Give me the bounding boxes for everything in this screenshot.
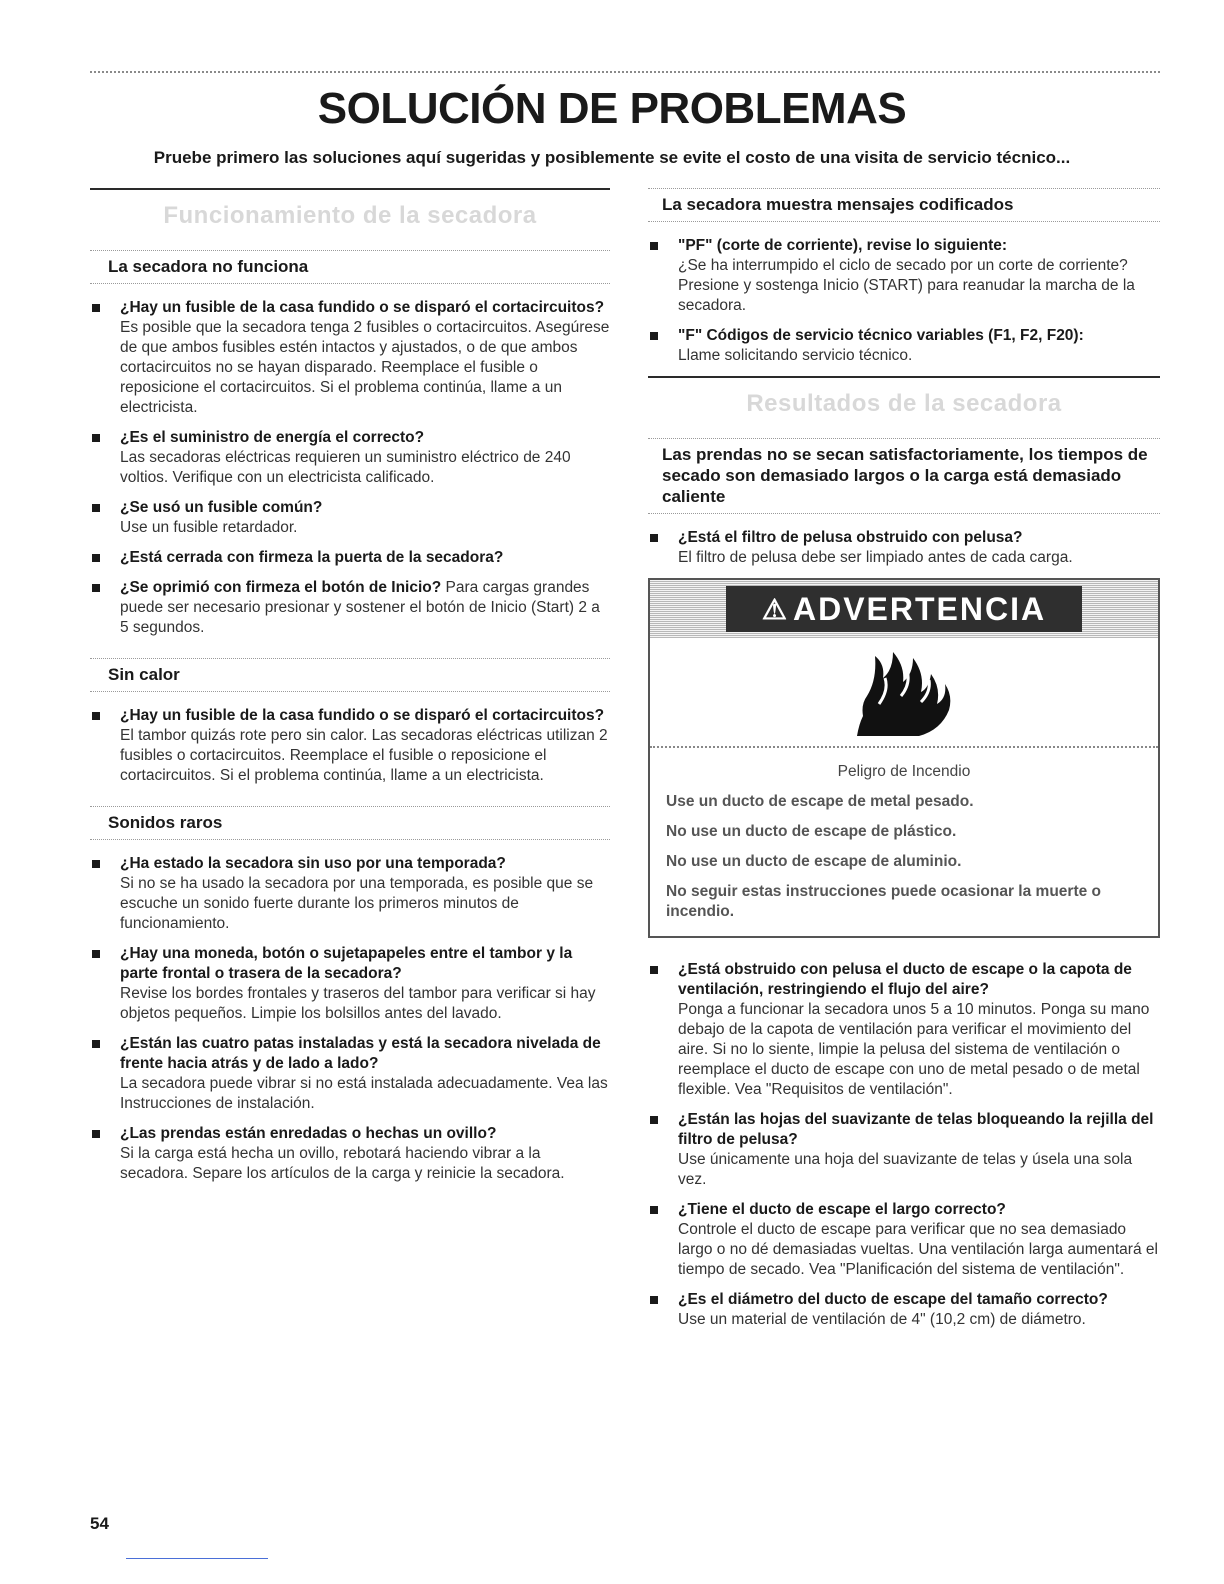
- question: ¿Están las cuatro patas instaladas y está la secadora nivelada de frente hacia atrás y de lado a lado?: [120, 1035, 601, 1072]
- list-item: [648, 1290, 1160, 1330]
- list-item: [648, 1200, 1160, 1280]
- list-resultados-2: [648, 960, 1160, 1330]
- bullet-icon: [92, 1130, 100, 1138]
- subheading-sin-calor: Sin calor: [90, 658, 610, 692]
- fire-icon-graphic: [849, 644, 959, 740]
- answer: ¿Se ha interrumpido el ciclo de secado por un corte de corriente? Presione y sostenga Inicio (START) para reanudar la marcha de la secadora.: [678, 257, 1135, 314]
- answer: Si la carga está hecha un ovillo, rebotará haciendo vibrar a la secadora. Separe los artículos de la carga y reinicie la secadora.: [120, 1145, 565, 1182]
- footer-link-underline: [126, 1558, 268, 1559]
- list-item: [90, 854, 610, 934]
- question: ¿Es el suministro de energía el correcto?: [120, 429, 425, 446]
- bullet-icon: [650, 966, 658, 974]
- right-column: [648, 188, 1160, 1340]
- section-title-funcionamiento: Funcionamiento de la secadora: [163, 202, 537, 229]
- warning-line: No use un ducto de escape de aluminio.: [666, 853, 962, 870]
- section-title-resultados: Resultados de la secadora: [746, 390, 1062, 417]
- question: "PF" (corte de corriente), revise lo siguiente:: [678, 237, 1008, 254]
- list-item: [648, 236, 1160, 316]
- page-number: 54: [90, 1514, 109, 1533]
- list-item: [90, 1034, 610, 1114]
- subheading-mensajes-codificados: La secadora muestra mensajes codificados: [648, 188, 1160, 222]
- answer: Controle el ducto de escape para verificar que no sea demasiado largo o no dé demasiadas vueltas. Una ventilación larga aumentará el tiempo de secado. Vea "Planificación del sistema de ventilación".: [678, 1221, 1158, 1278]
- page-subtitle: Pruebe primero las soluciones aquí sugeridas y posiblemente se evite el costo de una visita de servicio técnico...: [153, 148, 1071, 167]
- bullet-icon: [650, 534, 658, 542]
- bullet-icon: [92, 304, 100, 312]
- question: ¿Está cerrada con firmeza la puerta de la secadora?: [120, 549, 504, 566]
- list-item: [648, 326, 1160, 366]
- question: ¿Hay una moneda, botón o sujetapapeles entre el tambor y la parte frontal o trasera de la secadora?: [120, 945, 573, 982]
- list-sonidos-raros: [90, 854, 610, 1184]
- subheading-prendas-no-secan: Las prendas no se secan satisfactoriamente, los tiempos de secado son demasiado largos o la carga está demasiado caliente: [648, 438, 1160, 514]
- bullet-icon: [92, 584, 100, 592]
- list-sin-calor: [90, 706, 610, 786]
- answer: Use un material de ventilación de 4" (10,2 cm) de diámetro.: [678, 1311, 1086, 1328]
- list-item: [90, 498, 610, 538]
- list-item: [90, 428, 610, 488]
- warning-caption: Peligro de Incendio: [837, 763, 971, 780]
- answer: Use un fusible retardador.: [120, 519, 298, 536]
- page-title: SOLUCIÓN DE PROBLEMAS: [317, 84, 907, 133]
- bullet-icon: [650, 1116, 658, 1124]
- question: "F" Códigos de servicio técnico variables (F1, F2, F20):: [678, 327, 1084, 344]
- question: ¿Hay un fusible de la casa fundido o se disparó el cortacircuitos?: [120, 299, 605, 316]
- answer: La secadora puede vibrar si no está instalada adecuadamente. Vea las Instrucciones de instalación.: [120, 1075, 608, 1112]
- warning-line: Use un ducto de escape de metal pesado.: [666, 793, 974, 810]
- question: ¿Las prendas están enredadas o hechas un ovillo?: [120, 1125, 497, 1142]
- bullet-icon: [92, 712, 100, 720]
- answer: Revise los bordes frontales y traseros del tambor para verificar si hay objetos pequeños. Limpie los bolsillos antes del lavado.: [120, 985, 596, 1022]
- list-item: [90, 298, 610, 418]
- warning-header: [650, 580, 1158, 638]
- warning-banner: [726, 586, 1082, 632]
- left-column: [90, 188, 610, 1194]
- bullet-icon: [650, 1296, 658, 1304]
- bullet-icon: [650, 1206, 658, 1214]
- warning-body: [650, 748, 1158, 936]
- subheading-sonidos-raros: Sonidos raros: [90, 806, 610, 840]
- answer: Las secadoras eléctricas requieren un suministro eléctrico de 240 voltios. Verifique con un electricista calificado.: [120, 449, 571, 486]
- question: ¿Se usó un fusible común?: [120, 499, 323, 516]
- subheading-no-funciona: La secadora no funciona: [90, 250, 610, 284]
- bullet-icon: [92, 1040, 100, 1048]
- list-item: [90, 1124, 610, 1184]
- list-no-funciona: [90, 298, 610, 638]
- bullet-icon: [92, 434, 100, 442]
- bullet-icon: [92, 504, 100, 512]
- answer: Para cargas grandes puede ser necesario presionar y sostener el botón de Inicio (Start) 2 a 5 segundos.: [120, 579, 600, 636]
- answer: Ponga a funcionar la secadora unos 5 a 10 minutos. Ponga su mano debajo de la capota de ventilación para verificar el movimiento del aire. Si no lo siente, limpie la pelusa del sistema de ventilación o reemplace el ducto de escape con uno de metal pesado o de metal flexible. Vea "Requisitos de ventilación".: [678, 1001, 1150, 1098]
- list-item: [648, 960, 1160, 1100]
- warning-line: No use un ducto de escape de plástico.: [666, 823, 957, 840]
- list-resultados-1: [648, 528, 1160, 568]
- question: ¿Están las hojas del suavizante de telas bloqueando la rejilla del filtro de pelusa?: [678, 1111, 1154, 1148]
- question: ¿Tiene el ducto de escape el largo correcto?: [678, 1201, 1006, 1218]
- bullet-icon: [92, 950, 100, 958]
- list-item: [90, 578, 610, 638]
- fire-icon: [650, 638, 1158, 748]
- answer: Llame solicitando servicio técnico.: [678, 347, 913, 364]
- question: ¿Ha estado la secadora sin uso por una temporada?: [120, 855, 506, 872]
- list-item: [90, 548, 610, 568]
- question: ¿Es el diámetro del ducto de escape del tamaño correcto?: [678, 1291, 1108, 1308]
- bullet-icon: [92, 860, 100, 868]
- bullet-icon: [92, 554, 100, 562]
- list-item: [90, 706, 610, 786]
- bullet-icon: [650, 332, 658, 340]
- top-divider: [90, 71, 1160, 73]
- bullet-icon: [650, 242, 658, 250]
- list-item: [90, 944, 610, 1024]
- answer: Es posible que la secadora tenga 2 fusibles o cortacircuitos. Asegúrese de que ambos fusibles estén intactos y ajustados, o de que ambos cortacircuitos no se hayan disparado. Reemplace el fusible o reposicione el cortacircuitos. Si el problema continúa, llame a un electricista.: [120, 319, 610, 416]
- list-item: [648, 1110, 1160, 1190]
- warning-label: ADVERTENCIA: [792, 590, 1047, 627]
- answer: Use únicamente una hoja del suavizante de telas y úsela una sola vez.: [678, 1151, 1133, 1188]
- warning-triangle-icon: ⚠: [761, 593, 789, 625]
- question: ¿Está el filtro de pelusa obstruido con pelusa?: [678, 529, 1023, 546]
- question: ¿Hay un fusible de la casa fundido o se disparó el cortacircuitos?: [120, 707, 605, 724]
- warning-line: No seguir estas instrucciones puede ocasionar la muerte o incendio.: [666, 883, 1101, 920]
- answer: Si no se ha usado la secadora por una temporada, es posible que se escuche un sonido fuerte durante los primeros minutos de funcionamiento.: [120, 875, 594, 932]
- answer: El tambor quizás rote pero sin calor. Las secadoras eléctricas utilizan 2 fusibles o cortacircuitos. Reemplace el fusible o reposicione el cortacircuitos. Si el problema continúa, llame a un electricista.: [120, 727, 608, 784]
- question: ¿Está obstruido con pelusa el ducto de escape o la capota de ventilación, restringiendo el flujo del aire?: [678, 961, 1132, 998]
- question: ¿Se oprimió con firmeza el botón de Inicio?: [120, 579, 442, 596]
- warning-box: [648, 578, 1160, 938]
- list-codigos: [648, 236, 1160, 366]
- list-item: [648, 528, 1160, 568]
- answer: El filtro de pelusa debe ser limpiado antes de cada carga.: [678, 549, 1073, 566]
